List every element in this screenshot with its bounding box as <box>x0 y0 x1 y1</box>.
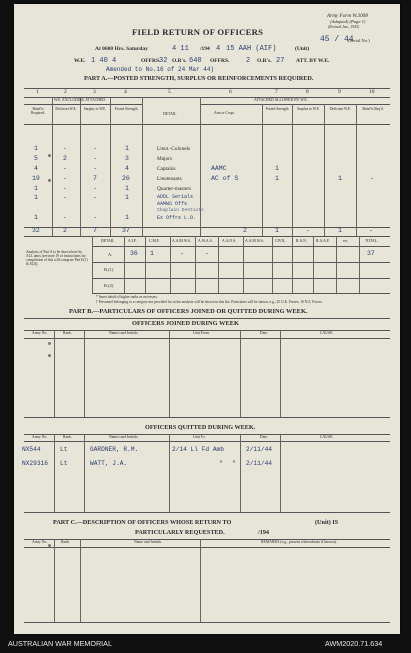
cell-row8-reinf: 1 <box>34 214 38 221</box>
total-att-surplus: - <box>306 227 310 234</box>
header-att-deficient: Deficient W.E. <box>329 107 352 111</box>
cell-row4-deficient: - <box>63 175 67 182</box>
analysis-awas-value: - <box>205 250 209 257</box>
joined-col-name: Names and Initials. <box>109 331 139 335</box>
quitted-row2-army-no: NX29316 <box>22 460 48 467</box>
part-c-year: /194 <box>258 529 270 536</box>
quitted-row1-unit: 2/14 Ll Fd Amb <box>172 446 224 453</box>
amended-note: Amended to No.16 of 24 Mar 44) <box>106 66 215 73</box>
stamp-line-1: ADDL Serials <box>157 194 194 200</box>
analysis-col-aamws: A.A.M.W.S. <box>172 239 191 243</box>
part-a-title: PART A.—POSTED STRENGTH, SURPLUS OR REINFORCEMENTS REQUIRED. <box>84 75 314 82</box>
cell-row5-deficient: - <box>63 185 67 192</box>
analysis-col-aif: A.I.F. <box>128 239 137 243</box>
header-att-surplus: Surplus to W.E. <box>297 107 320 111</box>
total-att-corps: 2 <box>243 227 247 234</box>
analysis-col-awas: A.W.A.S. <box>198 239 213 243</box>
serial-number: 45 / 44 <box>320 35 354 44</box>
col-number-4: 4 <box>124 89 127 95</box>
quitted-row1-rank: Lt <box>60 446 68 453</box>
header-reinforcements: Reinf'ts Required. <box>30 107 46 115</box>
quitted-col-date: Date. <box>260 435 269 439</box>
archive-name: AUSTRALIAN WAR MEMORIAL <box>8 639 112 648</box>
part-c-col-remarks: REMARKS (e.g., present whereabouts if known). <box>261 540 337 544</box>
return-date: 4 11 <box>172 45 189 53</box>
analysis-row-b2: B.(2) <box>104 283 114 288</box>
analysis-col-etc: etc. <box>343 239 349 243</box>
cell-row5-surplus: - <box>93 185 97 192</box>
form-reference: Army Form W.3008 <box>327 13 368 19</box>
archive-footer <box>0 636 411 653</box>
cell-row3-deficient: - <box>63 165 67 172</box>
cell-row3-reinf: 4 <box>34 165 38 172</box>
cell-row5-reinf: 1 <box>34 185 38 192</box>
we-ors-label: O.R's. <box>172 58 187 64</box>
quitted-col-rank: Rank. <box>63 435 72 439</box>
cell-row1-deficient: - <box>63 145 67 152</box>
year-digit: 4 <box>216 45 221 53</box>
unit-label: (Unit) <box>295 46 310 52</box>
joined-col-rank: Rank. <box>63 331 72 335</box>
header-surplus: Surplus to W.E. <box>83 107 107 111</box>
detail-label: DETAIL <box>163 112 177 116</box>
cell-row5-posted: 1 <box>125 185 129 192</box>
quitted-row2-cause: 2/11/44 <box>246 460 272 467</box>
analysis-total-value: 37 <box>367 250 375 257</box>
total-reinf: 32 <box>32 227 40 234</box>
header-att-posted: Posted Strength. <box>265 107 290 111</box>
cell-row4-surplus: 7 <box>93 175 97 182</box>
footnote-2: † Personnel belonging to a category not provided for in the analysis will be shown in this list. Particulars will be shown, e.g., 25 U.K. Forces, 16 N.Z. Forces. <box>96 300 323 304</box>
quitted-row2-name: WATT, J.A. <box>90 460 128 467</box>
cell-row6-surplus: - <box>93 194 97 201</box>
col-number-5: 5 <box>168 89 171 95</box>
part-c-requested: PARTICULARLY REQUESTED. <box>135 529 225 536</box>
joined-col-date: Date. <box>260 331 269 335</box>
quitted-row1-date: 2/11/44 <box>246 446 272 453</box>
serial-label: (Serial No.) <box>348 38 370 43</box>
rank-lieutenants: Lieutenants <box>157 176 182 182</box>
stamp-line-4: Ex Offrs L.O. <box>157 215 197 221</box>
quitted-row1-name: GARDNER, R.M. <box>90 446 139 453</box>
cell-att-row4-posted: 1 <box>275 175 279 182</box>
cell-att-row3-posted: 1 <box>275 165 279 172</box>
header-arm-corps: Arm or Corps. <box>214 111 235 115</box>
joined-col-cause: CAUSE. <box>320 331 334 335</box>
timing-label: At 0600 Hrs. Saturday <box>95 46 148 52</box>
cell-att-row4-corps: AC of S <box>211 175 239 182</box>
header-posted: Posted Strength. <box>114 107 139 111</box>
analysis-col-civil: CIVIL. <box>275 239 287 243</box>
col-number-10: 10 <box>369 89 375 95</box>
header-att-reinforcements: Reinf'ts Req'd. <box>362 107 384 111</box>
joined-title: OFFICERS JOINED DURING WEEK <box>132 320 239 327</box>
col-number-3: 3 <box>93 89 96 95</box>
part-c-title: PART C.—DESCRIPTION OF OFFICERS WHOSE RETURN TO <box>53 519 232 526</box>
joined-col-army-no: Army No. <box>32 331 48 335</box>
analysis-col-aamws-2: A.A.M.W.S. <box>245 239 264 243</box>
total-att-deficient: 1 <box>338 227 342 234</box>
group-attached: ATTACHED ALLOWED BY W.E. <box>254 98 308 102</box>
quitted-col-army-no: Army No. <box>32 435 48 439</box>
analysis-col-cmf: C.M.F. <box>149 239 160 243</box>
cell-row6-reinf: 1 <box>34 194 38 201</box>
quitted-row2-date: " <box>232 460 236 467</box>
cell-row1-posted: 1 <box>125 145 129 152</box>
analysis-row-a: A. <box>108 252 113 257</box>
we-officers-value: 32 <box>159 57 168 65</box>
quitted-row2-unit: " <box>219 460 223 467</box>
att-ors-label: O.R's. <box>257 58 272 64</box>
cell-row2-reinf: 5 <box>34 155 38 162</box>
quitted-col-unit: Unit To. <box>193 435 206 439</box>
cell-row6-deficient: - <box>63 194 67 201</box>
form-reference-2: (Adapted) (Page 1) <box>330 19 366 24</box>
unit-name: 15 AAH (AIF) <box>226 45 277 53</box>
cell-row8-deficient: - <box>63 214 67 221</box>
rank-captains: Captains <box>157 166 176 172</box>
cell-row4-posted: 26 <box>122 175 130 182</box>
att-officers-value: 2 <box>246 57 251 65</box>
form-title: FIELD RETURN OF OFFICERS <box>132 27 264 37</box>
we-value: 1 40 4 <box>91 57 117 65</box>
cell-row1-surplus: - <box>93 145 97 152</box>
col-number-6: 6 <box>229 89 232 95</box>
rank-lieut-colonels: Lieut.-Colonels <box>157 146 191 152</box>
analysis-aamws-value: - <box>180 250 184 257</box>
rank-majors: Majors <box>157 156 173 162</box>
col-number-1: 1 <box>36 89 39 95</box>
stamp-line-3: Chaplain Dentists <box>157 208 204 213</box>
total-deficient: 2 <box>63 227 67 234</box>
cell-row2-deficient: 2 <box>63 155 67 162</box>
part-c-unit: (Unit) IS <box>315 519 339 526</box>
form-reference-3: (Revised Jan., 1943) <box>328 25 360 29</box>
att-ors-value: 27 <box>276 57 285 65</box>
quitted-col-name: Names and Initials. <box>109 435 139 439</box>
analysis-cmf-value: 1 <box>150 250 154 257</box>
form-page <box>14 4 400 634</box>
cell-row8-posted: 1 <box>125 214 129 221</box>
cell-row4-reinf: 19 <box>32 175 40 182</box>
rank-quartermasters: Quarter-masters <box>157 186 192 192</box>
analysis-col-aans: A.A.N.S. <box>222 239 237 243</box>
part-b-title: PART B.—PARTICULARS OF OFFICERS JOINED OR QUITTED DURING WEEK. <box>69 308 308 315</box>
col-number-8: 8 <box>306 89 309 95</box>
cell-row8-surplus: - <box>93 214 97 221</box>
cell-att-row4-deficient: 1 <box>338 175 342 182</box>
col-number-2: 2 <box>64 89 67 95</box>
we-officers-label: OFFRS. <box>141 58 161 64</box>
cell-row2-surplus: - <box>93 155 97 162</box>
we-label: W.E. <box>74 58 86 64</box>
att-officers-label: OFFRS. <box>210 58 230 64</box>
header-deficient: Deficient W.E. <box>55 107 77 111</box>
total-posted: 37 <box>122 227 130 234</box>
stamp-line-2: AAMWS Offs <box>157 201 188 207</box>
cell-row6-posted: 1 <box>125 194 129 201</box>
analysis-col-total: TOTAL. <box>365 239 379 243</box>
total-surplus: 7 <box>93 227 97 234</box>
archive-reference: AWM2020.71.634 <box>325 639 383 648</box>
total-att-reinf: - <box>369 227 373 234</box>
col-number-9: 9 <box>338 89 341 95</box>
analysis-col-ran: R.A.N. <box>296 239 307 243</box>
we-ors-value: 640 <box>189 57 202 65</box>
analysis-col-raaf: R.A.A.F. <box>316 239 330 243</box>
analysis-col-detail: DETAIL <box>101 239 115 243</box>
att-label: ATT. BY W.E. <box>296 58 330 64</box>
part-c-col-name: Name and Initials. <box>134 540 162 544</box>
analysis-row-b1: B.(1) <box>104 267 114 272</box>
part-c-col-army-no: Army No. <box>32 540 48 544</box>
quitted-row1-army-no: NX544 <box>22 446 41 453</box>
joined-col-unit: Unit From. <box>193 331 210 335</box>
group-we-excluding: W.E. EXCLUDING ATTACHED. <box>54 98 106 102</box>
quitted-row2-rank: Lt <box>60 460 68 467</box>
total-att-posted: 1 <box>275 227 279 234</box>
cell-att-row4-reinf: - <box>370 175 374 182</box>
cell-row3-posted: 4 <box>125 165 129 172</box>
cell-row2-posted: 3 <box>125 155 129 162</box>
part-c-col-rank: Rank. <box>61 540 70 544</box>
cell-row1-reinf: 1 <box>34 145 38 152</box>
analysis-note: Analysis of Part A to be shown here by ALL units (see note 19 of instructions for compilation of this will comprise Part E(1) & E(2)). <box>26 250 88 267</box>
year-prefix: /194 <box>200 46 210 52</box>
footnote-1: * Insert detail of higher ranks as necessary. <box>96 295 158 299</box>
quitted-col-cause: CAUSE. <box>320 435 334 439</box>
cell-row3-surplus: - <box>93 165 97 172</box>
col-number-7: 7 <box>275 89 278 95</box>
quitted-title: OFFICERS QUITTED DURING WEEK. <box>145 424 256 431</box>
analysis-aif-value: 36 <box>130 250 138 257</box>
cell-att-row3-corps: AAMC <box>211 165 227 172</box>
